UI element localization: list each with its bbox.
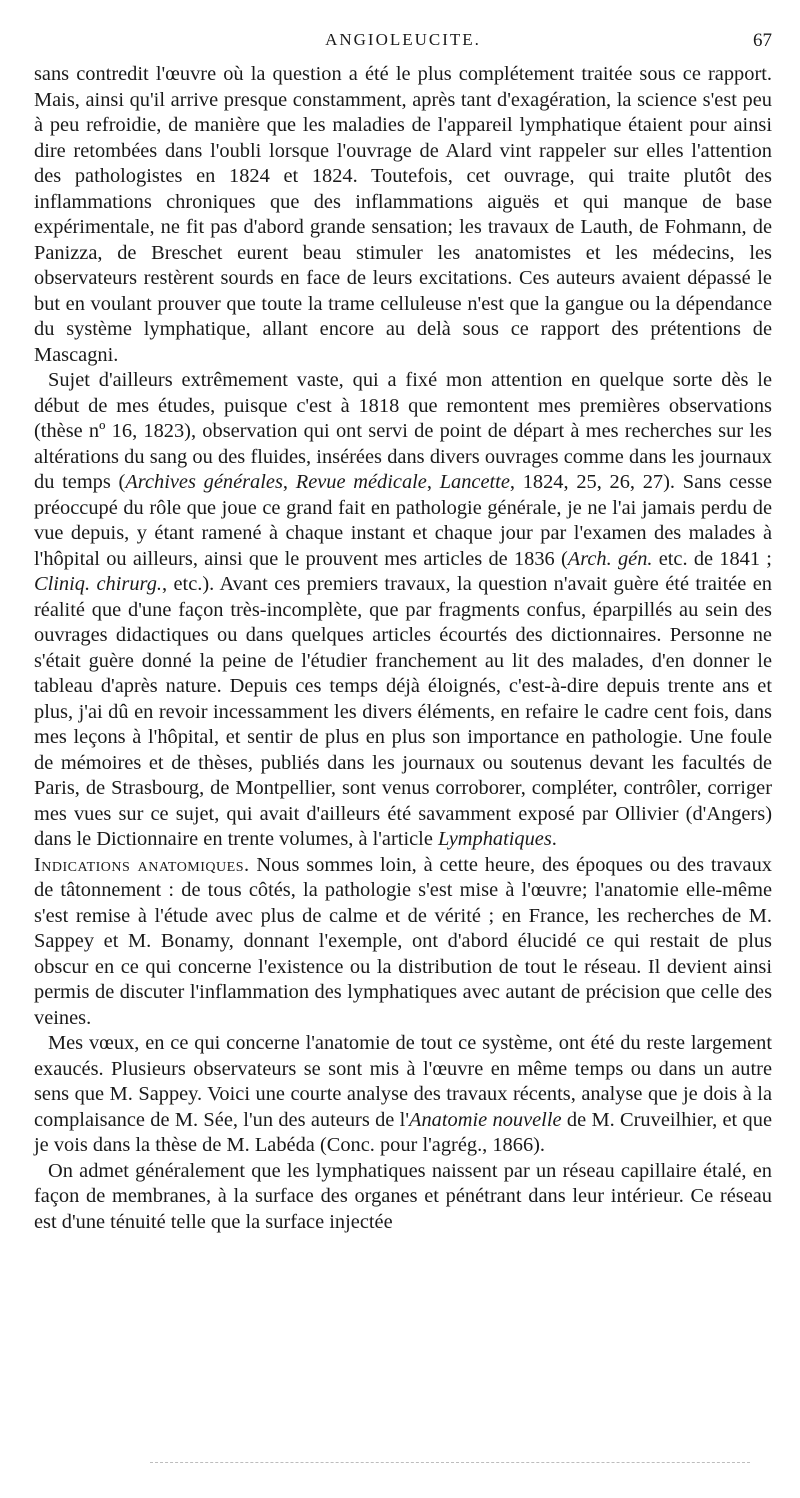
text-run: , 1824, 25, 26, 27). Sans cesse préoccupé du rôle que joue ce grand fait en pathologie générale, je ne l'ai jamais perdu de vue depuis, y étant ramené à chaque instant et chaque jour par l'examen des malades à l'hôpital ou ailleurs, ainsi que le prouvent mes articles de 1836 (	[34, 471, 772, 570]
paragraph-continuation: sans contredit l'œuvre où la question a été le plus complétement traitée sous ce rapport. Mais, ainsi qu'il arrive presque constamment, après tant d'exagération, la science s'est peu à peu refroidie, de manière que les maladies de l'appareil lymphatique étaient pour ainsi dire retombées dans l'oubli lorsque l'ouvrage de Alard vint rappeler sur elles l'attention des pathologistes en 1824 et 1824. Toutefois, cet ouvrage, qui traite plutôt des inflammations chroniques que des inflammations aiguës et qui manque de base expérimentale, ne fit pas d'abord grande sensation; les travaux de Lauth, de Fohmann, de Panizza, de Breschet eurent beau stimuler les anatomistes et les médecins, les observateurs restèrent sourds en face de leurs excitations. Ces auteurs avaient dépassé le but en voulant prouver que toute la trame celluleuse n'est que la gangue ou la dépendance du système lymphatique, allant encore au delà sous ce rapport des prétentions de Mascagni.	[34, 63, 772, 366]
paragraph-reseau: On admet généralement que les lymphatiques naissent par un réseau capillaire étalé, en façon de membranes, à la surface des organes et pénétrant dans leur intérieur. Ce réseau est d'une ténuité telle que la surface injectée	[34, 1159, 772, 1233]
paragraph-sujet	[34, 368, 772, 853]
text-run: Sujet d'ailleurs extrêmement vaste, qui a fixé mon attention en quelque sorte dès le début de mes études, puisque c'est à 1818 que remontent mes premières observations (thèse nº 16, 1823), observation qui ont servi de point de départ à mes recherches sur les altérations du sang ou des fluides, insérées dans divers ouvrages comme dans les journaux du temps (	[34, 369, 772, 493]
text-run: Mes vœux, en ce qui concerne l'anatomie de tout ce système, ont été du reste largement exaucés. Plusieurs observateurs se sont mis à l'œuvre en même temps ou dans un autre sens que M. Sappey. Voici une courte analyse des travaux récents, analyse que je dois à la complaisance de M. Sée, l'un des auteurs de l'	[34, 1032, 772, 1131]
text-run: ,	[282, 471, 296, 493]
italic-reference: Arch. gén.	[567, 547, 653, 570]
text-run: etc. de 1841 ;	[652, 547, 772, 570]
italic-article: Lymphatiques	[437, 828, 552, 850]
italic-title: Anatomie nouvelle	[409, 1108, 562, 1131]
paragraph-voeux	[34, 1031, 772, 1159]
text-run: .	[551, 828, 557, 850]
text-run: Nous sommes loin, à cette heure, des époques ou des travaux de tâtonnement : de tous côtés, la pathologie s'est mise à l'œuvre; l'anatomie elle-même s'est remise à l'étude avec plus de calme et de vérité ; en France, les recherches de M. Sappey et M. Bonamy, donnant l'exemple, ont d'abord élucidé ce qui restait de plus obscur en ce qui concerne l'existence ou la distribution de tout le réseau. Il devient ainsi permis de discuter l'inflammation des lymphatiques avec autant de précision que celle des veines.	[34, 853, 773, 1029]
page-number: 67	[753, 30, 772, 51]
text-run: ,	[426, 471, 440, 493]
italic-title: Lancette	[439, 471, 510, 493]
italic-title: Revue médicale	[295, 471, 427, 493]
body-text	[34, 62, 772, 1235]
running-head	[34, 28, 772, 62]
text-run: de M. Cruveilhier, et que je vois dans la thèse de M. Labéda (Conc. pour l'agrég., 1866).	[34, 1108, 772, 1156]
text-run: , etc.). Avant ces premiers travaux, la question n'avait guère été traitée en réalité que d'une façon très-incomplète, que par fragments confus, éparpillés au sein des ouvrages didactiques ou dans quelques articles écourtés des dictionnaires. Personne ne s'était guère donné la peine de l'étudier franchement au lit des malades, d'en donner le tableau d'après nature. Depuis ces temps déjà éloignés, c'est-à-dire depuis trente ans et plus, j'ai dû en revoir incessamment les divers éléments, en refaire le cadre cent fois, dans mes leçons à l'hôpital, et sentir de plus en plus son importance en pathologie. Une foule de mémoires et de thèses, publiés dans les journaux ou soutenus devant les facultés de Paris, de Strasbourg, de Montpellier, sont venus corroborer, compléter, contrôler, corriger mes vues sur ce sujet, qui avait d'ailleurs été savamment exposé par Ollivier (d'Angers) dans le Dictionnaire en trente volumes, à l'article	[34, 573, 772, 850]
italic-reference: Cliniq. chirurg.	[34, 573, 162, 595]
book-page	[34, 28, 772, 1235]
running-title: ANGIOLEUCITE.	[325, 30, 481, 49]
italic-title: Archives générales	[125, 471, 283, 493]
paragraph-indications	[34, 853, 772, 1032]
section-heading: Indications anatomiques.	[34, 853, 250, 876]
footer-rule	[150, 1462, 750, 1463]
